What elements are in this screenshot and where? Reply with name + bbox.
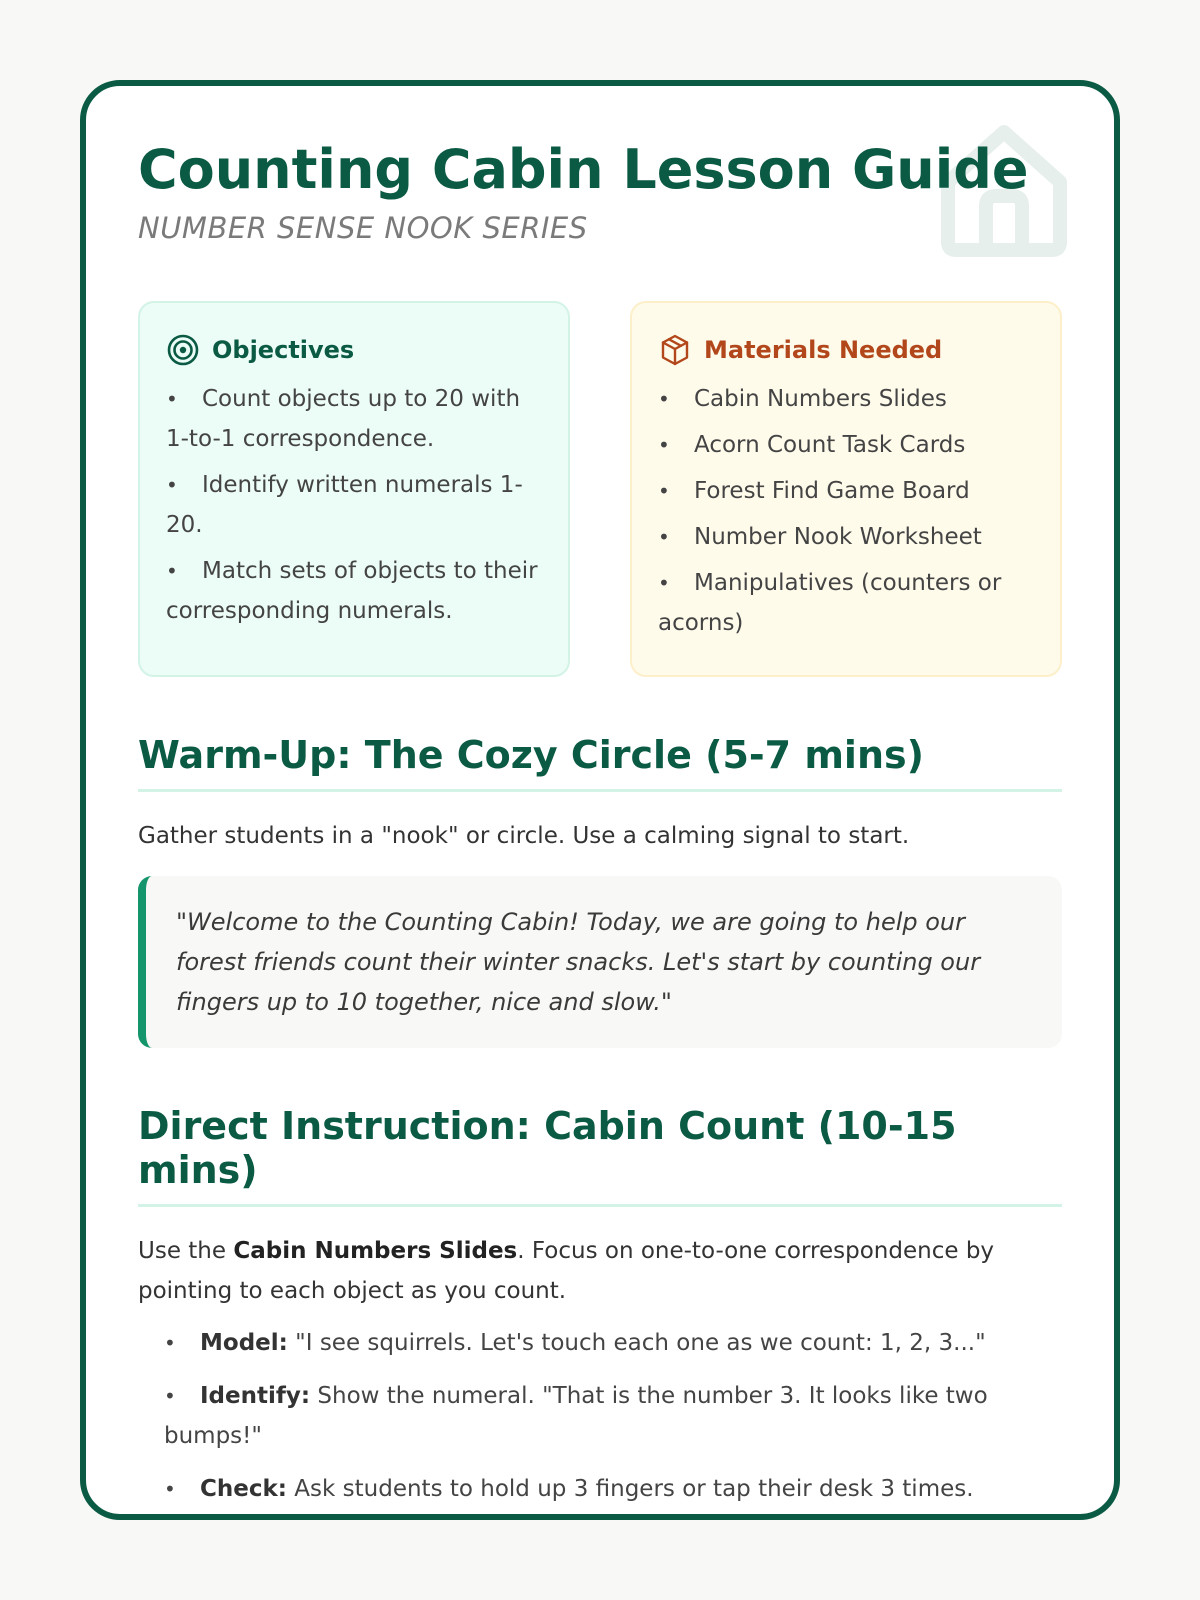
warmup-heading: Warm-Up: The Cozy Circle (5-7 mins): [138, 733, 1062, 792]
instruction-intro: [138, 1231, 1062, 1311]
lesson-card: [80, 80, 1120, 1520]
objectives-header: [166, 333, 542, 367]
instruction-steps: [138, 1323, 1062, 1509]
list-item: • Acorn Count Task Cards: [658, 425, 1034, 465]
list-item: • Count objects up to 20 with 1-to-1 correspondence.: [166, 379, 542, 459]
target-icon: [166, 333, 200, 367]
warmup-quote: "Welcome to the Counting Cabin! Today, we are going to help our forest friends count their winter snacks. Let's start by counting our fingers up to 10 together, nice and slow.": [138, 876, 1062, 1048]
list-item: • Forest Find Game Board: [658, 471, 1034, 511]
objectives-box: [138, 301, 570, 677]
step-item: [164, 1323, 1062, 1363]
intro-text: . Focus on one-to-one correspondence by pointing to each object as you count.: [138, 1237, 995, 1304]
objectives-list: [166, 379, 542, 631]
step-label: Identify:: [200, 1382, 311, 1409]
materials-heading: Materials Needed: [704, 335, 943, 364]
instruction-heading: Direct Instruction: Cabin Count (10-15 mins): [138, 1104, 1062, 1207]
objectives-heading: Objectives: [212, 335, 355, 364]
list-item: • Identify written numerals 1-20.: [166, 465, 542, 545]
intro-bold-text: Cabin Numbers Slides: [233, 1237, 518, 1264]
materials-box: [630, 301, 1062, 677]
materials-header: [658, 333, 1034, 367]
intro-text: Use the: [138, 1237, 234, 1264]
step-label: Check:: [200, 1475, 287, 1502]
step-text: Ask students to hold up 3 fingers or tap their desk 3 times.: [286, 1475, 974, 1502]
list-item: • Number Nook Worksheet: [658, 517, 1034, 557]
page-title: Counting Cabin Lesson Guide: [138, 138, 1029, 201]
box-icon: [658, 333, 692, 367]
warmup-text: Gather students in a "nook" or circle. Use a calming signal to start.: [138, 822, 910, 849]
step-text: Show the numeral. "That is the number 3. It looks like two bumps!": [164, 1382, 988, 1449]
info-boxes: [138, 301, 1062, 677]
list-item: • Manipulatives (counters or acorns): [658, 563, 1034, 643]
step-item: [164, 1376, 1062, 1456]
series-subtitle: NUMBER SENSE NOOK SERIES: [138, 210, 588, 245]
materials-list: [658, 379, 1034, 643]
list-item: • Match sets of objects to their corresponding numerals.: [166, 551, 542, 631]
list-item: • Cabin Numbers Slides: [658, 379, 1034, 419]
step-text: "I see squirrels. Let's touch each one as we count: 1, 2, 3...": [287, 1329, 986, 1356]
step-item: [164, 1469, 1062, 1509]
step-label: Model:: [200, 1329, 288, 1356]
